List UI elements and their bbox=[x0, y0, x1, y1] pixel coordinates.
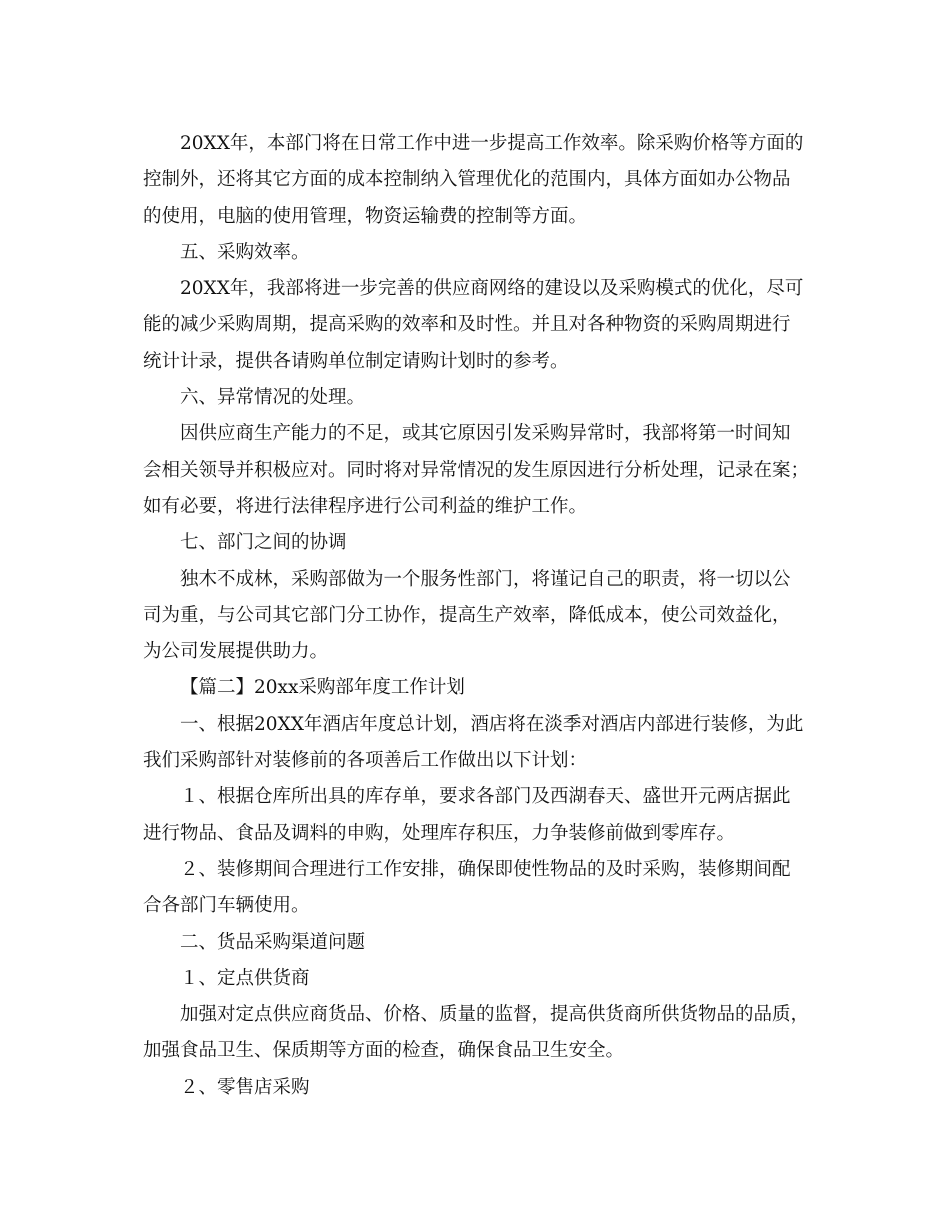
paragraph-line: 统计计录，提供各请购单位制定请购计划时的参考。 bbox=[143, 350, 569, 372]
section-heading: 五、采购效率。 bbox=[180, 241, 310, 263]
list-item-line: １、根据仓库所出具的库存单，要求各部门及西湖春天、盛世开元两店据此 bbox=[180, 786, 791, 808]
paragraph-line: 的使用，电脑的使用管理，物资运输费的控制等方面。 bbox=[143, 205, 588, 227]
paragraph-line: 我们采购部针对装修前的各项善后工作做出以下计划： bbox=[143, 750, 588, 772]
section-heading: 二、货品采购渠道问题 bbox=[180, 931, 366, 953]
list-item-line: ２、装修期间合理进行工作安排，确保即使性物品的及时采购，装修期间配 bbox=[180, 858, 791, 880]
paragraph-line: 司为重，与公司其它部门分工协作，提高生产效率，降低成本，使公司效益化， bbox=[143, 604, 791, 626]
section-heading: 六、异常情况的处理。 bbox=[180, 387, 366, 409]
paragraph-line: 会相关领导并积极应对。同时将对异常情况的发生原因进行分析处理，记录在案； bbox=[143, 459, 810, 481]
list-item-line: ２、零售店采购 bbox=[180, 1076, 310, 1098]
paragraph-line: 因供应商生产能力的不足，或其它原因引发采购异常时，我部将第一时间知 bbox=[180, 423, 791, 445]
paragraph-line: 20XX年，本部门将在日常工作中进一步提高工作效率。除采购价格等方面的 bbox=[180, 133, 804, 154]
paragraph-line: 如有必要，将进行法律程序进行公司利益的维护工作。 bbox=[143, 495, 588, 517]
list-item-line: 进行物品、食品及调料的申购，处理库存积压，力争装修前做到零库存。 bbox=[143, 822, 736, 844]
paragraph-line: 20XX年，我部将进一步完善的供应商网络的建设以及采购模式的优化，尽可 bbox=[180, 278, 804, 300]
list-item-line: １、定点供货商 bbox=[180, 967, 310, 989]
section-heading: 七、部门之间的协调 bbox=[180, 532, 347, 554]
paragraph-line: 加强食品卫生、保质期等方面的检查，确保食品卫生安全。 bbox=[143, 1040, 625, 1062]
paragraph-line: 能的减少采购周期，提高采购的效率和及时性。并且对各种物资的采购周期进行 bbox=[143, 314, 791, 336]
paragraph-line: 控制外，还将其它方面的成本控制纳入管理优化的范围内，具体方面如办公物品 bbox=[143, 169, 791, 191]
paragraph-line: 一、根据20XX年酒店年度总计划，酒店将在淡季对酒店内部进行装修，为此 bbox=[180, 713, 804, 735]
list-item-line: 合各部门车辆使用。 bbox=[143, 895, 310, 917]
paragraph-line: 独木不成林，采购部做为一个服务性部门，将谨记自己的职责，将一切以公 bbox=[180, 568, 791, 590]
paragraph-line: 加强对定点供应商货品、价格、质量的监督，提高供货商所供货物品的品质， bbox=[180, 1004, 810, 1026]
document-body bbox=[143, 126, 808, 1106]
paragraph-line: 为公司发展提供助力。 bbox=[143, 641, 329, 663]
article-title: 【篇二】20xx采购部年度工作计划 bbox=[180, 677, 465, 699]
